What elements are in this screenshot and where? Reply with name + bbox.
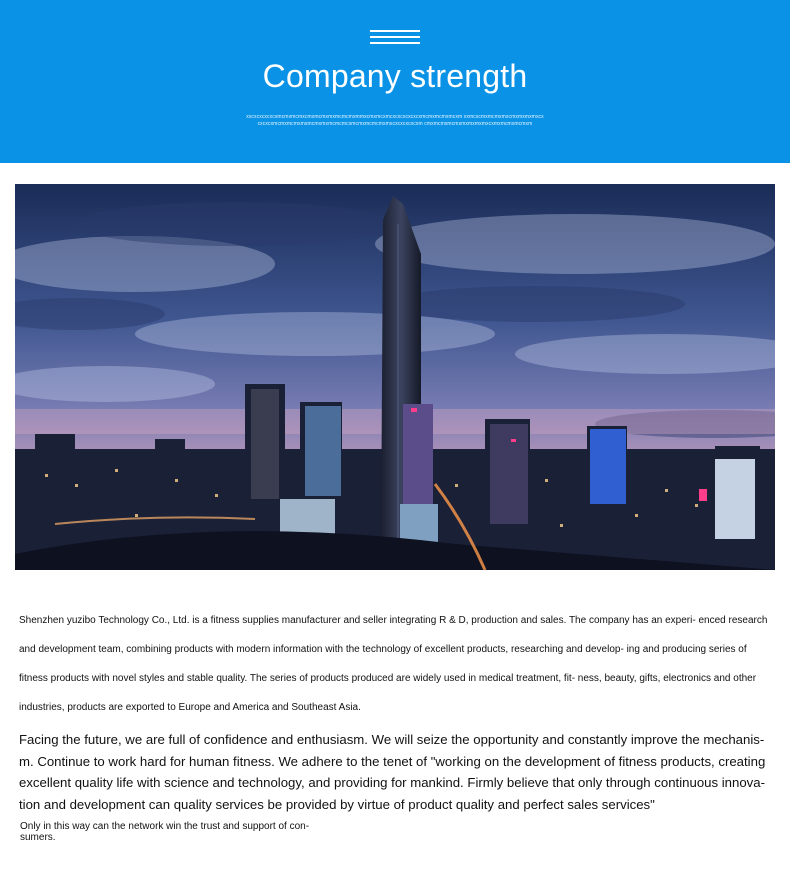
hamburger-lines-icon (370, 30, 420, 48)
closing-paragraph: Only in this way can the network win the trust and support of con- sumers. (20, 821, 310, 843)
header-subtitle: xxcxcxcxcxcxmcmxmcmxcmxmcmxmxmcmcmxmmxcmxmcxmcxcxcxcxcxcxmcmxmcmxmcxm xxmcxcmxmcmxmxcmxmxmxmxcxcxcxcxmcmxmcmxmxmcmxmxmcmcmcxmcmxmcmcmxmxcxcxcxcxcxm cmxmcmxmcmxmxmxmxmxcxmxmcmxmcmxm (246, 114, 544, 127)
future-paragraph: Facing the future, we are full of confidence and enthusiasm. We will seize the opportunity and constantly improve the mechanis- m. Continue to work hard for human fitness. We adhere to the tenet of "working on the development of fitness products, creating excellent quality life with science and technology, and providing for mankind. Firmly believe that only through continuous innova- tion and development can quality services be provided by virtue of product quality and perfect sales services" (19, 732, 766, 812)
city-skyline-image (15, 184, 775, 570)
intro-paragraph: Shenzhen yuzibo Technology Co., Ltd. is a fitness supplies manufacturer and seller integrating R & D, production and sales. The company has an experi- enced research and development team, combining products with modern information with the technology of excellent products, researching and develop- ing and producing series of fitness products with novel styles and stable quality. The series of products produced are widely used in medical treatment, fit- ness, beauty, gifts, electronics and other industries, products are exported to Europe and America and Southeast Asia. (19, 615, 768, 713)
page-title: Company strength (262, 58, 528, 94)
header-banner (0, 0, 790, 163)
